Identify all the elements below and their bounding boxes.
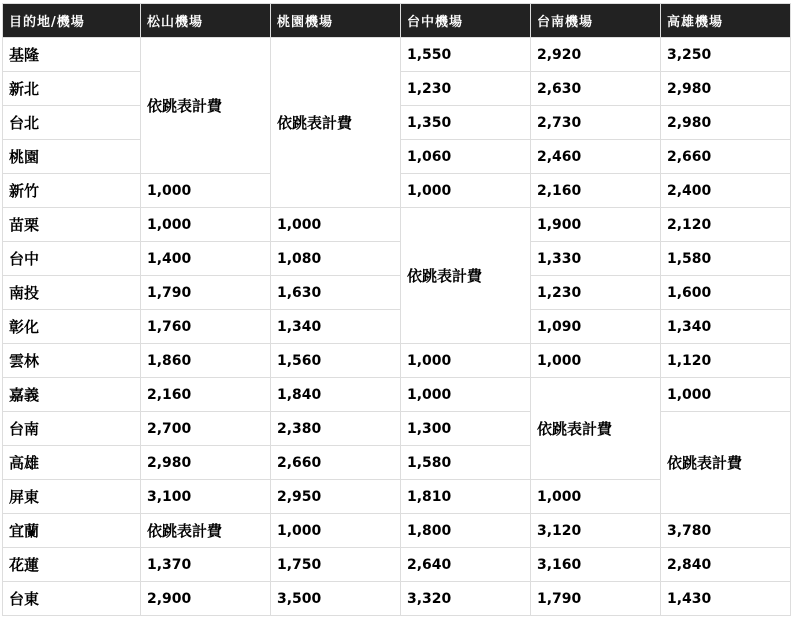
fare-cell: 1,120 [661,344,791,378]
header-tainan: 台南機場 [531,4,661,38]
fare-cell: 2,460 [531,140,661,174]
fare-cell: 2,980 [661,72,791,106]
destination-cell: 宜蘭 [3,514,141,548]
fare-cell: 1,000 [401,174,531,208]
fare-cell: 1,580 [661,242,791,276]
fare-cell: 1,230 [401,72,531,106]
fare-cell: 2,920 [531,38,661,72]
fare-cell: 2,950 [271,480,401,514]
fare-cell: 2,900 [141,582,271,616]
fare-cell: 2,400 [661,174,791,208]
fare-cell: 1,560 [271,344,401,378]
fare-cell: 3,120 [531,514,661,548]
fare-cell: 1,900 [531,208,661,242]
fare-cell: 3,780 [661,514,791,548]
table-row [3,208,791,242]
destination-cell: 基隆 [3,38,141,72]
fare-cell: 1,430 [661,582,791,616]
fare-cell: 1,000 [401,378,531,412]
fare-cell: 1,000 [271,208,401,242]
fare-cell: 2,980 [141,446,271,480]
header-taoyuan: 桃園機場 [271,4,401,38]
fare-cell: 1,000 [531,344,661,378]
table-row [3,514,791,548]
fare-cell: 2,630 [531,72,661,106]
destination-cell: 屏東 [3,480,141,514]
songshan-meter-cell: 依跳表計費 [141,514,271,548]
table-row [3,276,791,310]
fare-cell: 2,380 [271,412,401,446]
songshan-meter-cell: 依跳表計費 [141,38,271,174]
taichung-meter-cell: 依跳表計費 [401,208,531,344]
table-row [3,38,791,72]
fare-cell: 1,550 [401,38,531,72]
fare-cell: 3,160 [531,548,661,582]
fare-cell: 3,500 [271,582,401,616]
header-taichung: 台中機場 [401,4,531,38]
destination-cell: 台南 [3,412,141,446]
kaohsiung-meter-cell: 依跳表計費 [661,412,791,514]
fare-cell: 1,580 [401,446,531,480]
fare-cell: 2,840 [661,548,791,582]
fare-cell: 1,790 [531,582,661,616]
destination-cell: 台北 [3,106,141,140]
fare-cell: 1,340 [661,310,791,344]
fare-cell: 1,760 [141,310,271,344]
fare-cell: 1,840 [271,378,401,412]
fare-cell: 1,000 [531,480,661,514]
destination-cell: 高雄 [3,446,141,480]
header-kaohsiung: 高雄機場 [661,4,791,38]
tainan-meter-cell: 依跳表計費 [531,378,661,480]
fare-cell: 2,640 [401,548,531,582]
destination-cell: 花蓮 [3,548,141,582]
fare-cell: 1,000 [141,208,271,242]
table-row [3,242,791,276]
fare-cell: 2,160 [531,174,661,208]
fare-cell: 2,160 [141,378,271,412]
fare-cell: 1,000 [271,514,401,548]
table-row [3,344,791,378]
destination-cell: 桃園 [3,140,141,174]
fare-cell: 1,000 [661,378,791,412]
fare-cell: 1,790 [141,276,271,310]
fare-cell: 2,980 [661,106,791,140]
header-row [3,4,791,38]
table-row [3,310,791,344]
fare-cell: 1,000 [141,174,271,208]
fare-cell: 1,750 [271,548,401,582]
destination-cell: 苗栗 [3,208,141,242]
fare-cell: 1,230 [531,276,661,310]
fare-cell: 1,340 [271,310,401,344]
fare-cell: 2,700 [141,412,271,446]
fare-cell: 1,330 [531,242,661,276]
fare-cell: 3,320 [401,582,531,616]
destination-cell: 台中 [3,242,141,276]
table-row [3,582,791,616]
fare-cell: 1,630 [271,276,401,310]
destination-cell: 彰化 [3,310,141,344]
destination-cell: 南投 [3,276,141,310]
airport-taxi-fare-table [2,3,791,616]
header-songshan: 松山機場 [141,4,271,38]
destination-cell: 雲林 [3,344,141,378]
destination-cell: 新北 [3,72,141,106]
destination-cell: 台東 [3,582,141,616]
header-destination: 目的地/機場 [3,4,141,38]
fare-cell: 3,100 [141,480,271,514]
fare-cell: 1,080 [271,242,401,276]
fare-cell: 2,660 [271,446,401,480]
destination-cell: 嘉義 [3,378,141,412]
fare-cell: 1,400 [141,242,271,276]
fare-cell: 1,370 [141,548,271,582]
fare-cell: 1,300 [401,412,531,446]
fare-cell: 1,000 [401,344,531,378]
fare-cell: 3,250 [661,38,791,72]
table-row [3,378,791,412]
fare-cell: 1,600 [661,276,791,310]
fare-cell: 1,350 [401,106,531,140]
fare-cell: 2,730 [531,106,661,140]
fare-cell: 1,090 [531,310,661,344]
taoyuan-meter-cell: 依跳表計費 [271,38,401,208]
table-row [3,548,791,582]
fare-cell: 1,860 [141,344,271,378]
fare-cell: 1,800 [401,514,531,548]
destination-cell: 新竹 [3,174,141,208]
fare-cell: 2,660 [661,140,791,174]
table-row [3,412,791,446]
fare-cell: 1,810 [401,480,531,514]
fare-cell: 1,060 [401,140,531,174]
fare-cell: 2,120 [661,208,791,242]
